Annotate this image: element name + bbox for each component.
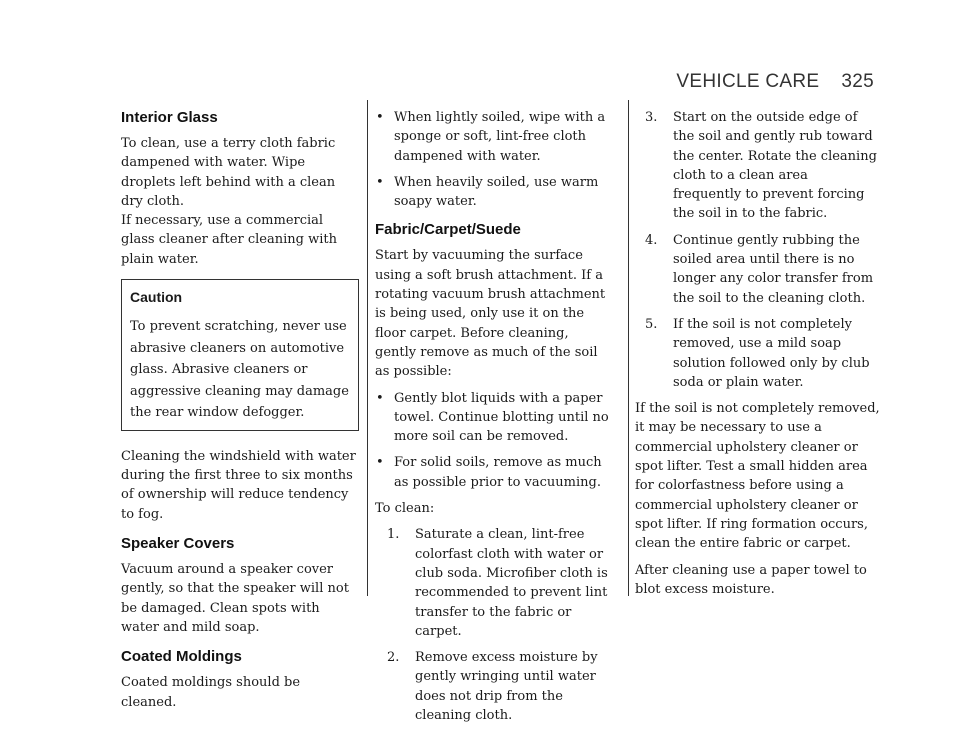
step-text: Remove excess moisture by gently wringing until water does not drip from the cleaning cloth. xyxy=(415,650,598,724)
paragraph: Start by vacuuming the surface using a soft brush attachment. If a rotating vacuum brush attachment is being used, only use it on the floor carpet. Before cleaning, gently remove as much of the soil as possible: xyxy=(375,248,606,380)
step-number: 5. xyxy=(645,316,658,332)
column-2 xyxy=(375,108,613,732)
heading-coated-moldings: Coated Moldings xyxy=(121,648,242,666)
list-item xyxy=(375,108,613,166)
list-item-text: Gently blot liquids with a paper towel. Continue blotting until no more soil can be removed. xyxy=(394,390,609,445)
step-text: If the soil is not completely removed, use a mild soap solution followed only by club soda or plain water. xyxy=(673,316,870,390)
step-number: 4. xyxy=(645,232,658,248)
caution-box xyxy=(121,279,359,431)
paragraph: Coated moldings should be cleaned. xyxy=(121,675,301,710)
numbered-step xyxy=(635,108,880,224)
column-divider xyxy=(367,100,368,596)
list-item xyxy=(375,389,613,447)
numbered-step xyxy=(635,315,880,392)
list-item xyxy=(375,453,613,492)
numbered-step xyxy=(375,648,613,725)
list-item-text: For solid soils, remove as much as possible prior to vacuuming. xyxy=(394,455,602,490)
numbered-step xyxy=(635,231,880,308)
heading-fabric-carpet-suede: Fabric/Carpet/Suede xyxy=(375,221,521,239)
section-title: VEHICLE CARE xyxy=(676,71,820,92)
paragraph: To clean: xyxy=(375,501,435,517)
bullet-icon: • xyxy=(376,110,384,125)
bullet-icon: • xyxy=(376,174,384,190)
page-number: 325 xyxy=(841,71,874,92)
list-item-text: When heavily soiled, use warm soapy water. xyxy=(394,174,599,210)
paragraph: To clean, use a terry cloth fabric dampened with water. Wipe droplets left behind with a clean dry cloth. xyxy=(121,136,336,209)
step-number: 1. xyxy=(387,527,400,543)
step-text: Saturate a clean, lint-free colorfast cloth with water or club soda. Microfiber cloth is recommended to prevent lint transfer to the fabric or carpet. xyxy=(415,527,608,639)
caution-text: To prevent scratching, never use abrasive cleaners on automotive glass. Abrasive cleaners or aggressive cleaning may damage the rear window defogger. xyxy=(130,319,349,421)
column-divider xyxy=(628,100,629,596)
step-text: Start on the outside edge of the soil and gently rub toward the center. Rotate the cleaning cloth to a clean area frequently to prevent forcing the soil in to the fabric. xyxy=(673,110,877,222)
caution-title: Caution xyxy=(130,289,183,306)
paragraph: Vacuum around a speaker cover gently, so that the speaker will not be damaged. Clean spots with water and mild soap. xyxy=(121,562,349,635)
bullet-icon: • xyxy=(376,455,384,471)
column-1 xyxy=(121,108,359,719)
page-header xyxy=(676,71,874,93)
list-item-text: When lightly soiled, wipe with a sponge or soft, lint-free cloth dampened with water. xyxy=(394,110,606,164)
step-text: Continue gently rubbing the soiled area until there is no longer any color transfer from the soil to the cleaning cloth. xyxy=(673,232,874,306)
step-number: 3. xyxy=(645,110,658,125)
bullet-icon: • xyxy=(376,390,384,406)
heading-interior-glass: Interior Glass xyxy=(121,109,218,126)
paragraph: After cleaning use a paper towel to blot excess moisture. xyxy=(635,562,867,597)
paragraph: If necessary, use a commercial glass cleaner after cleaning with plain water. xyxy=(121,213,337,267)
paragraph: If the soil is not completely removed, it may be necessary to use a commercial upholstery cleaner or spot lifter. Test a small hidden area for colorfastness before using a commercial upholstery cleaner or spot lifter. If ring formation occurs, clean the entire fabric or carpet. xyxy=(635,401,880,552)
paragraph: Cleaning the windshield with water during the first three to six months of ownership will reduce tendency to fog. xyxy=(121,448,356,522)
list-item xyxy=(375,173,613,212)
heading-speaker-covers: Speaker Covers xyxy=(121,535,235,553)
column-3 xyxy=(635,108,880,606)
step-number: 2. xyxy=(387,650,400,666)
numbered-step xyxy=(375,525,613,641)
